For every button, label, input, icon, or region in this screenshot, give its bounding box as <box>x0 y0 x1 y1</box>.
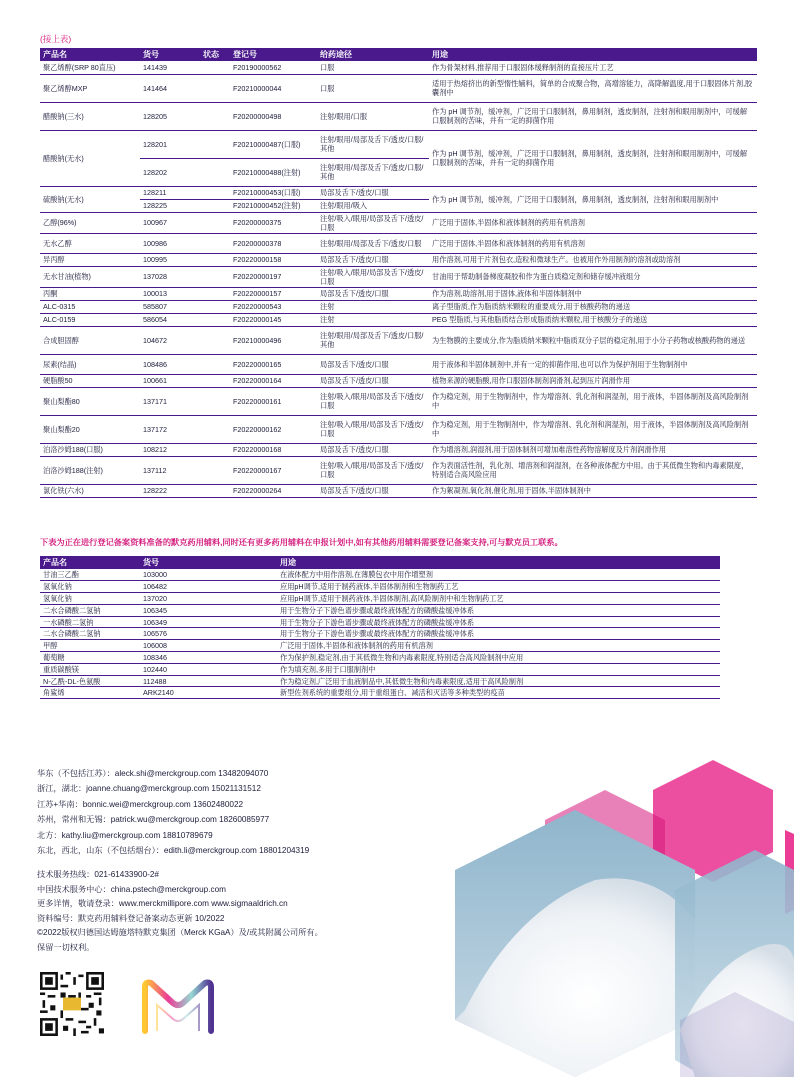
status-cell <box>200 456 230 484</box>
catalog-no: 100661 <box>140 374 200 387</box>
registration-no: F20220000161 <box>230 387 317 415</box>
product-name: 丙酮 <box>40 287 140 300</box>
registration-no: F20220000145 <box>230 313 317 326</box>
route: 口服 <box>317 61 429 74</box>
use: 广泛用于固体,半固体和液体制剂的药用有机溶剂 <box>429 233 757 253</box>
catalog-no: 128211 <box>140 186 200 199</box>
use: 用于生物分子下游色谱步骤或最终液体配方的磷酸盐缓冲体系 <box>277 604 720 616</box>
registration-no: F20220000158 <box>230 253 317 266</box>
product-name: 乙醇(96%) <box>40 212 140 233</box>
contact-jiangsu-south: 江苏+华南：bonnic.wei@merckgroup.com 13602480022 <box>37 799 244 809</box>
product-name: 合成胆固醇 <box>40 326 140 354</box>
registration-no: F20220000543 <box>230 300 317 313</box>
use: 作为表面活性剂，乳化剂、增溶剂和润湿剂，在各种液体配方中用。由于其低微生物和内毒素限度，特别适合高风险应用 <box>429 456 757 484</box>
use: PEG 型脂质,与其他脂质结合形成脂质纳米颗粒,用于核酸分子的递送 <box>429 313 757 326</box>
product-name: 硬脂酸50 <box>40 374 140 387</box>
support-info <box>37 868 323 956</box>
use: 作为保护剂,稳定剂,由于其低微生物和内毒素限度,特别适合高风险制剂中应用 <box>277 652 720 664</box>
col-header-status: 状态 <box>200 48 230 61</box>
col-header-route: 给药途径 <box>317 48 429 61</box>
status-cell <box>200 233 230 253</box>
catalog-no: 108486 <box>140 354 200 374</box>
table-row <box>40 266 757 287</box>
table-row <box>40 354 757 374</box>
product-name: 无水乙醇 <box>40 233 140 253</box>
table-header-row <box>40 48 757 61</box>
continued-label: (接上表) <box>40 34 72 44</box>
product-name: 甘油三乙酯 <box>40 569 140 581</box>
table-row <box>40 581 720 593</box>
catalog-no: 108346 <box>140 652 277 664</box>
use: 在液体配方中用作溶剂,在薄膜包衣中用作增塑剂 <box>277 569 720 581</box>
table-row <box>40 675 720 687</box>
table-row <box>40 313 757 326</box>
product-name: N-乙酰-DL-色氨酸 <box>40 675 140 687</box>
catalog-no: 104672 <box>140 326 200 354</box>
use: 作为稳定剂，用于生物制剂中，作为增溶剂、乳化剂和润湿剂，用于液体，半固体制剂及高风险制剂中 <box>429 415 757 443</box>
use: 作为骨架材料,推荐用于口服固体缓释制剂的直接压片工艺 <box>429 61 757 74</box>
product-name: 尿素(结晶) <box>40 354 140 374</box>
registration-no: F20210000488(注射) <box>230 158 317 186</box>
table-row <box>40 253 757 266</box>
table-row <box>40 663 720 675</box>
status-cell <box>200 199 230 212</box>
product-name: 无水甘油(植物) <box>40 266 140 287</box>
route: 注射/吸入/眼用/局部及舌下/透皮/口服 <box>317 415 429 443</box>
use: 作为 pH 调节剂，缓冲剂，广泛用于口服制剂，鼻用制剂，透皮制剂，注射剂和眼用制剂中 <box>429 186 757 212</box>
catalog-no: 106008 <box>140 640 277 652</box>
use: 甘油用于帮助制备梯度凝胶和作为蛋白质稳定剂和储存缓冲液组分 <box>429 266 757 287</box>
catalog-no: 108212 <box>140 443 200 456</box>
catalog-no: 137028 <box>140 266 200 287</box>
route: 局部及舌下/透皮/口服 <box>317 253 429 266</box>
registration-no: F20220000164 <box>230 374 317 387</box>
catalog-no: 103000 <box>140 569 277 581</box>
use: 作为溶剂,助溶剂,用于固体,液体和半固体制剂中 <box>429 287 757 300</box>
route: 注射/眼用/吸入 <box>317 199 429 212</box>
copyright-line: ©2022版权归德国达姆施塔特默克集团（Merck KGaA）及/或其附属公司所有。 <box>37 928 323 938</box>
status-cell <box>200 300 230 313</box>
status-cell <box>200 387 230 415</box>
use: 作为 pH 调节剂，缓冲剂，广泛用于口服制剂，鼻用制剂，透皮制剂，注射剂和眼用制剂中，可缓解口服制剂的苦味，并有一定的抑菌作用 <box>429 102 757 130</box>
status-cell <box>200 443 230 456</box>
table-header-row <box>40 556 720 569</box>
table-row <box>40 443 757 456</box>
table-row <box>40 652 720 664</box>
catalog-no: 100967 <box>140 212 200 233</box>
catalog-no: 137172 <box>140 415 200 443</box>
route: 注射/眼用/口服 <box>317 102 429 130</box>
catalog-no: 141439 <box>140 61 200 74</box>
product-name: 氯化铁(六水) <box>40 484 140 497</box>
product-name: 醋酸钠(无水) <box>40 130 140 186</box>
use: 广泛用于固体,半固体和液体制剂的药用有机溶剂 <box>429 212 757 233</box>
catalog-no: 100986 <box>140 233 200 253</box>
product-name: 聚乙烯醇MXP <box>40 74 140 102</box>
rights-reserved: 保留一切权利。 <box>37 942 95 952</box>
product-name: ALC-0315 <box>40 300 140 313</box>
status-cell <box>200 326 230 354</box>
use: 作为增溶剂,润湿剂,用于固体制剂可增加难溶性药物溶解度及片剂润滑作用 <box>429 443 757 456</box>
col-header-catalog: 货号 <box>140 48 200 61</box>
route: 局部及舌下/透皮/口服 <box>317 186 429 199</box>
route: 局部及舌下/透皮/口服 <box>317 374 429 387</box>
route: 注射/眼用/局部及舌下/透皮/口服 <box>317 233 429 253</box>
catalog-no: 106349 <box>140 616 277 628</box>
product-name: 重质碳酸镁 <box>40 663 140 675</box>
registration-no: F20220000264 <box>230 484 317 497</box>
status-cell <box>200 212 230 233</box>
table-row <box>40 74 757 102</box>
col-header-registration: 登记号 <box>230 48 317 61</box>
use: 作为絮凝剂,氧化剂,催化剂,用于固体,半固体制剂中 <box>429 484 757 497</box>
status-cell <box>200 266 230 287</box>
registration-no: F20210000453(口服) <box>230 186 317 199</box>
catalog-no: 128201 <box>140 130 200 158</box>
route: 注射/吸入/眼用/局部及舌下/透皮/口服 <box>317 212 429 233</box>
table-row <box>40 233 757 253</box>
registration-no: F20210000452(注射) <box>230 199 317 212</box>
catalog-no: 102440 <box>140 663 277 675</box>
route: 局部及舌下/透皮/口服 <box>317 484 429 497</box>
product-name: 二水合磷酸二氢钠 <box>40 628 140 640</box>
product-name: 角鲨烯 <box>40 687 140 699</box>
registration-no: F20220000168 <box>230 443 317 456</box>
route: 局部及舌下/透皮/口服 <box>317 287 429 300</box>
col-header-use: 用途 <box>277 556 720 569</box>
table-row <box>40 186 757 199</box>
catalog-no: 128222 <box>140 484 200 497</box>
catalog-no: 106576 <box>140 628 277 640</box>
use: 作为稳定剂,广泛用于血液制品中,其低微生物和内毒素限度,适用于高风险制剂 <box>277 675 720 687</box>
status-cell <box>200 354 230 374</box>
support-website: 更多详情，敬请登录：www.merckmillipore.com www.sigmaaldrich.cn <box>37 899 288 909</box>
registration-no: F20210000496 <box>230 326 317 354</box>
catalog-no: 586054 <box>140 313 200 326</box>
table-row <box>40 687 720 699</box>
use: 作为填充剂,多用于口服制剂中 <box>277 663 720 675</box>
status-cell <box>200 74 230 102</box>
table-row <box>40 326 757 354</box>
route: 口服 <box>317 74 429 102</box>
use: 作为稳定剂，用于生物制剂中，作为增溶剂、乳化剂和润湿剂，用于液体，半固体制剂及高风险制剂中 <box>429 387 757 415</box>
catalog-no: 106482 <box>140 581 277 593</box>
registration-no: F20200000498 <box>230 102 317 130</box>
status-cell <box>200 186 230 199</box>
table-row <box>40 593 720 605</box>
contact-suzhou: 苏州，常州和无锡：patrick.wu@merckgroup.com 18260085977 <box>37 815 270 825</box>
status-cell <box>200 287 230 300</box>
catalog-no: 137020 <box>140 593 277 605</box>
col-header-name: 产品名 <box>40 556 140 569</box>
use: 用于生物分子下游色谱步骤或最终液体配方的磷酸盐缓冲体系 <box>277 628 720 640</box>
merck-logo <box>137 977 219 1039</box>
product-name: 二水合磷酸二氢钠 <box>40 604 140 616</box>
use: 用于生物分子下游色谱步骤或最终液体配方的磷酸盐缓冲体系 <box>277 616 720 628</box>
status-cell <box>200 484 230 497</box>
product-name: 泊洛沙姆188(口服) <box>40 443 140 456</box>
pending-excipients-table <box>40 556 720 699</box>
use: 适用于热熔挤出的新型惰性辅料，简单的合成聚合物，高增溶能力，高降解温度,用于口服固体片剂,胶囊剂中 <box>429 74 757 102</box>
route: 注射/吸入/眼用/局部及舌下/透皮/口服 <box>317 456 429 484</box>
status-cell <box>200 313 230 326</box>
registration-no: F20200000378 <box>230 233 317 253</box>
product-name: 葡萄糖 <box>40 652 140 664</box>
catalog-no: 100013 <box>140 287 200 300</box>
catalog-no: 137171 <box>140 387 200 415</box>
product-name: 泊洛沙姆188(注射) <box>40 456 140 484</box>
registration-no: F20220000197 <box>230 266 317 287</box>
status-cell <box>200 374 230 387</box>
table-row <box>40 484 757 497</box>
use: 离子型脂质,作为脂质纳米颗粒的重要成分,用于核酸药物的递送 <box>429 300 757 313</box>
route: 注射/眼用/局部及舌下/透皮/口服/其他 <box>317 130 429 158</box>
product-name: ALC-0159 <box>40 313 140 326</box>
route: 局部及舌下/透皮/口服 <box>317 443 429 456</box>
status-cell <box>200 61 230 74</box>
route: 注射/眼用/局部及舌下/透皮/口服/其他 <box>317 158 429 186</box>
table-row <box>40 415 757 443</box>
qr-code <box>40 972 104 1036</box>
catalog-no: 106345 <box>140 604 277 616</box>
use: 作为 pH 调节剂，缓冲剂，广泛用于口服制剂，鼻用制剂，透皮制剂，注射剂和眼用制剂中，可缓解口服制剂的苦味，并有一定的抑菌作用 <box>429 130 757 186</box>
product-name: 氢氧化钠 <box>40 581 140 593</box>
route: 注射/吸入/眼用/局部及舌下/透皮/口服 <box>317 266 429 287</box>
pending-registration-note: 下表为正在进行登记备案资料准备的默克药用辅料,同时还有更多药用辅料在申报计划中,如有其他药用辅料需要登记备案支持,可与默克员工联系。 <box>40 538 563 547</box>
status-cell <box>200 102 230 130</box>
hexagon-powder-decoration <box>395 760 794 1077</box>
col-header-catalog: 货号 <box>140 556 277 569</box>
col-header-use: 用途 <box>429 48 757 61</box>
registration-no: F20220000167 <box>230 456 317 484</box>
table-row <box>40 616 720 628</box>
product-name: 异丙醇 <box>40 253 140 266</box>
status-cell <box>200 130 230 158</box>
table-row <box>40 387 757 415</box>
product-name: 一水磷酸二氢钠 <box>40 616 140 628</box>
table-row <box>40 628 720 640</box>
product-name: 聚乙烯醇(SRP 80直压) <box>40 61 140 74</box>
registration-no: F20210000044 <box>230 74 317 102</box>
use: 应用pH调节,适用于制药液体,半固体制剂和生物制药工艺 <box>277 581 720 593</box>
route: 注射/吸入/眼用/局部及舌下/透皮/口服 <box>317 387 429 415</box>
registration-no: F20210000487(口服) <box>230 130 317 158</box>
document-number: 资料编号：默克药用辅料登记备案动态更新 10/2022 <box>37 913 225 923</box>
catalog-no: ARK2140 <box>140 687 277 699</box>
status-cell <box>200 158 230 186</box>
table-row <box>40 374 757 387</box>
route: 注射 <box>317 313 429 326</box>
support-hotline: 技术服务热线：021-61433900-2# <box>37 870 159 879</box>
catalog-no: 137112 <box>140 456 200 484</box>
regional-contacts <box>37 766 309 858</box>
product-name: 醋酸钠(三水) <box>40 102 140 130</box>
col-header-name: 产品名 <box>40 48 140 61</box>
product-name: 甲醇 <box>40 640 140 652</box>
registered-excipients-table <box>40 48 757 498</box>
use: 植物来源的硬脂酸,用作口服固体制剂润滑剂,起到压片润滑作用 <box>429 374 757 387</box>
contact-zhejiang-hubei: 浙江，湖北：joanne.chuang@merckgroup.com 15021131512 <box>37 784 261 794</box>
table-row <box>40 604 720 616</box>
status-cell <box>200 253 230 266</box>
route: 局部及舌下/透皮/口服 <box>317 354 429 374</box>
contact-north: 北方：kathy.liu@merckgroup.com 18810789679 <box>37 830 213 840</box>
table-row <box>40 130 757 158</box>
table-row <box>40 102 757 130</box>
registration-no: F20220000165 <box>230 354 317 374</box>
product-name: 氢氧化钠 <box>40 593 140 605</box>
catalog-no: 100995 <box>140 253 200 266</box>
registration-no: F20190000562 <box>230 61 317 74</box>
use: 广泛用于固体,半固体和液体制剂的药用有机溶剂 <box>277 640 720 652</box>
registration-no: F20220000162 <box>230 415 317 443</box>
logo-shape <box>145 983 211 1032</box>
use: 用于液体和半固体制剂中,并有一定的抑菌作用,也可以作为保护剂用于生物制剂中 <box>429 354 757 374</box>
table-row <box>40 456 757 484</box>
table-row <box>40 569 720 581</box>
product-name: 聚山梨酯80 <box>40 387 140 415</box>
status-cell <box>200 415 230 443</box>
catalog-no: 112488 <box>140 675 277 687</box>
use: 应用pH调节,适用于制药液体,半固体制剂,高风险制剂中和生物制药工艺 <box>277 593 720 605</box>
table-row <box>40 640 720 652</box>
catalog-no: 585807 <box>140 300 200 313</box>
table-row <box>40 212 757 233</box>
use: 新型佐剂系统的重要组分,用于重组蛋白、减活和灭活等多种类型的疫苗 <box>277 687 720 699</box>
catalog-no: 128205 <box>140 102 200 130</box>
contact-east: 华东（不包括江苏）：aleck.shi@merckgroup.com 13482094070 <box>37 769 269 778</box>
product-name: 聚山梨酯20 <box>40 415 140 443</box>
catalog-no: 141464 <box>140 74 200 102</box>
product-name: 硫酸钠(无水) <box>40 186 140 212</box>
route: 注射/眼用/局部及舌下/透皮/口服/其他 <box>317 326 429 354</box>
use: 为生物膜的主要成分,作为脂质纳米颗粒中脂质双分子层的稳定剂,用于小分子药物或核酸药物的递送 <box>429 326 757 354</box>
table-row <box>40 287 757 300</box>
contact-northeast: 东北，西北，山东（不包括烟台）：edith.li@merckgroup.com 18801204319 <box>37 846 310 856</box>
registration-no: F20220000157 <box>230 287 317 300</box>
support-email: 中国技术服务中心：china.pstech@merckgroup.com <box>37 884 226 894</box>
use: 用作溶剂,可用于片剂包衣,造粒和微球生产。也被用作外用制剂的溶剂或助溶剂 <box>429 253 757 266</box>
table-row <box>40 61 757 74</box>
catalog-no: 128202 <box>140 158 200 186</box>
table-row <box>40 300 757 313</box>
route: 注射 <box>317 300 429 313</box>
catalog-no: 128225 <box>140 199 200 212</box>
registration-no: F20200000375 <box>230 212 317 233</box>
